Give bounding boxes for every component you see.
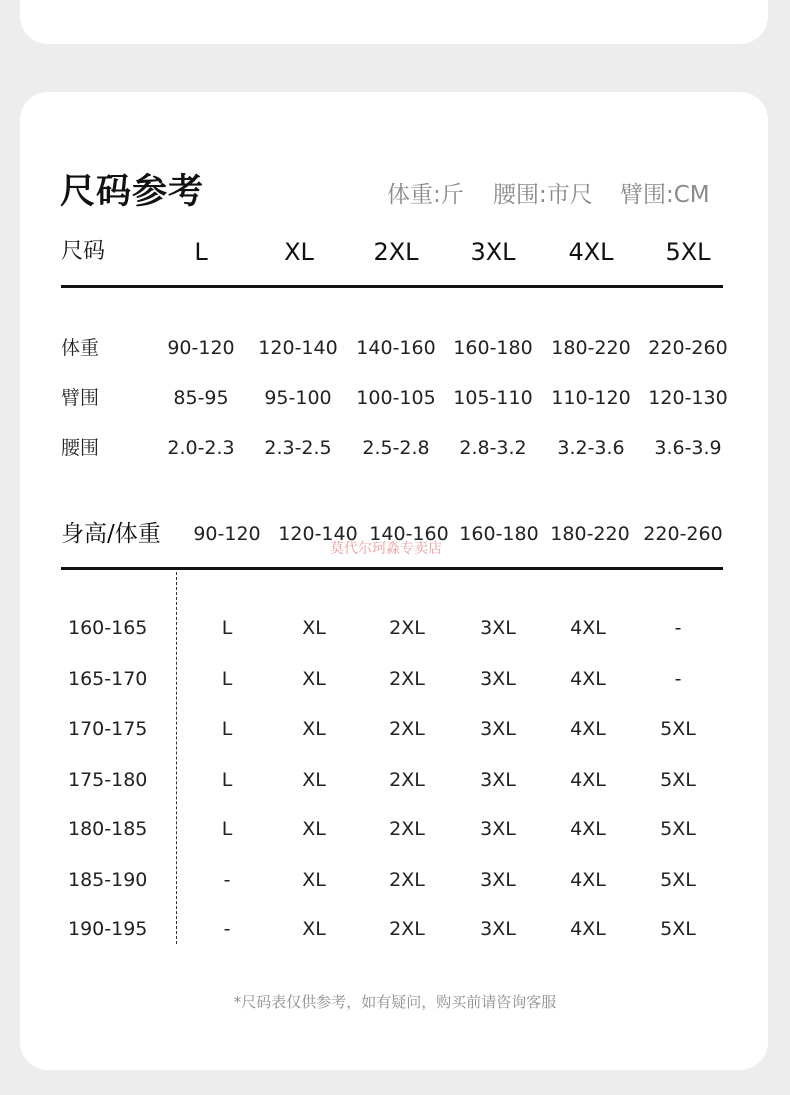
table-cell: - [674, 617, 682, 639]
height-label: 160-165 [68, 617, 148, 639]
table-cell: 160-180 [453, 337, 533, 359]
table-cell: 2.5-2.8 [362, 437, 430, 459]
weight-col-header: 120-140 [278, 523, 358, 545]
table-cell: XL [302, 769, 326, 791]
unit-waist: 腰围:市尺 [493, 182, 593, 208]
table-row [0, 664, 790, 694]
table-cell: 2XL [389, 818, 425, 840]
table-cell: 5XL [660, 718, 696, 740]
table-cell: 3XL [480, 918, 516, 940]
table-cell: - [674, 668, 682, 690]
size-table-rule [61, 285, 723, 288]
row-label: 体重 [61, 337, 100, 359]
table-cell: 2XL [389, 617, 425, 639]
page-title: 尺码参考 [60, 172, 205, 212]
table-cell: 4XL [570, 869, 606, 891]
table-cell: 2XL [389, 668, 425, 690]
table-cell: L [221, 818, 233, 840]
table-cell: 5XL [660, 918, 696, 940]
size-header-label: 尺码 [61, 239, 106, 264]
table-cell: 4XL [570, 769, 606, 791]
shop-watermark: 莫代尔珂淼专卖店 [330, 541, 442, 557]
table-row [0, 814, 790, 844]
height-label: 170-175 [68, 718, 148, 740]
table-cell: L [221, 718, 233, 740]
table-cell: 3XL [480, 818, 516, 840]
table-row [0, 433, 790, 463]
size-col-header: XL [284, 238, 314, 266]
table-cell: - [223, 918, 231, 940]
table-row [0, 765, 790, 795]
height-label: 185-190 [68, 869, 148, 891]
weight-col-header: 180-220 [550, 523, 630, 545]
table-cell: 100-105 [356, 387, 436, 409]
table-row [0, 383, 790, 413]
table-cell: 90-120 [167, 337, 235, 359]
height-label: 175-180 [68, 769, 148, 791]
table-cell: 2XL [389, 918, 425, 940]
size-col-header: L [194, 238, 208, 266]
fit-header-label: 身高/体重 [61, 521, 161, 547]
table-cell: 85-95 [173, 387, 229, 409]
fit-table-rule [61, 567, 723, 570]
table-cell: 95-100 [264, 387, 332, 409]
table-cell: 4XL [570, 617, 606, 639]
table-cell: 3XL [480, 668, 516, 690]
table-cell: 5XL [660, 818, 696, 840]
table-cell: 3.2-3.6 [557, 437, 625, 459]
table-cell: 2XL [389, 718, 425, 740]
table-cell: XL [302, 617, 326, 639]
weight-col-header: 90-120 [193, 523, 261, 545]
table-cell: 3XL [480, 869, 516, 891]
table-cell: 4XL [570, 818, 606, 840]
table-cell: 2.0-2.3 [167, 437, 235, 459]
table-cell: 2XL [389, 769, 425, 791]
table-cell: L [221, 769, 233, 791]
table-cell: 3.6-3.9 [654, 437, 722, 459]
table-cell: 105-110 [453, 387, 533, 409]
size-col-header: 4XL [568, 238, 614, 266]
height-label: 165-170 [68, 668, 148, 690]
table-cell: 3XL [480, 769, 516, 791]
weight-col-header: 220-260 [643, 523, 723, 545]
table-cell: - [223, 869, 231, 891]
height-label: 190-195 [68, 918, 148, 940]
row-label: 臂围 [61, 387, 100, 409]
weight-col-header: 140-160 [369, 523, 449, 545]
table-cell: L [221, 668, 233, 690]
table-cell: XL [302, 718, 326, 740]
table-cell: 4XL [570, 918, 606, 940]
table-cell: XL [302, 668, 326, 690]
table-cell: XL [302, 818, 326, 840]
table-cell: L [221, 617, 233, 639]
unit-arm: 臂围:CM [620, 182, 710, 208]
footnote: *尺码表仅供参考，如有疑问，购买前请咨询客服 [233, 993, 557, 1011]
table-cell: 4XL [570, 668, 606, 690]
table-row [0, 865, 790, 895]
table-cell: 5XL [660, 769, 696, 791]
weight-col-header: 160-180 [459, 523, 539, 545]
size-table-header [0, 237, 790, 267]
table-cell: 2.8-3.2 [459, 437, 527, 459]
table-cell: 3XL [480, 617, 516, 639]
unit-weight: 体重:斤 [387, 182, 464, 208]
table-cell: 180-220 [551, 337, 631, 359]
top-card [20, 0, 768, 44]
table-cell: 140-160 [356, 337, 436, 359]
table-cell: 2XL [389, 869, 425, 891]
table-cell: 3XL [480, 718, 516, 740]
table-row [0, 613, 790, 643]
row-label: 腰围 [61, 437, 100, 459]
table-cell: XL [302, 918, 326, 940]
table-cell: 5XL [660, 869, 696, 891]
table-cell: 110-120 [551, 387, 631, 409]
size-col-header: 3XL [470, 238, 516, 266]
size-col-header: 2XL [373, 238, 419, 266]
table-cell: 120-140 [258, 337, 338, 359]
table-cell: XL [302, 869, 326, 891]
size-col-header: 5XL [665, 238, 711, 266]
table-row [0, 914, 790, 944]
table-cell: 4XL [570, 718, 606, 740]
table-cell: 120-130 [648, 387, 728, 409]
table-row [0, 714, 790, 744]
table-cell: 2.3-2.5 [264, 437, 332, 459]
table-row [0, 333, 790, 363]
table-cell: 220-260 [648, 337, 728, 359]
height-label: 180-185 [68, 818, 148, 840]
